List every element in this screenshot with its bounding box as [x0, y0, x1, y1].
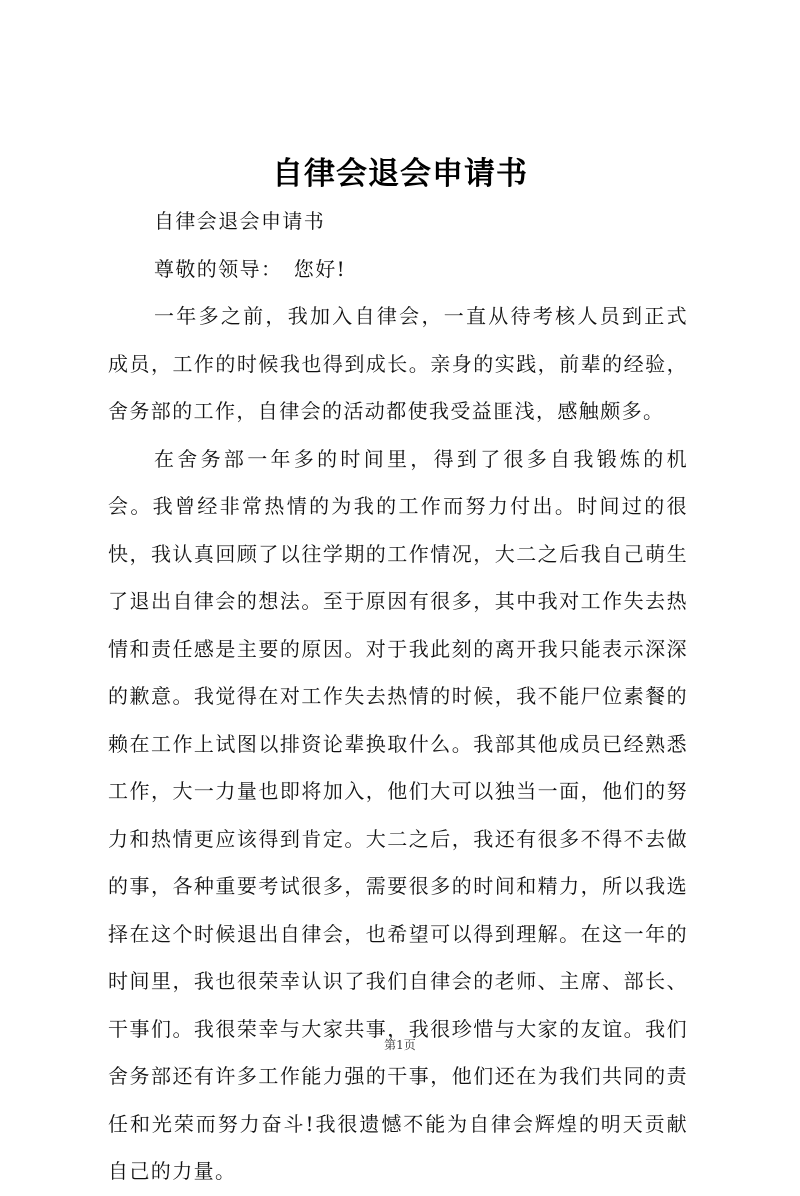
body-paragraph: 一年多之前，我加入自律会，一直从待考核人员到正式成员，工作的时候我也得到成长。亲身的实践，前辈的经验，舍务部的工作，自律会的活动都使我受益匪浅，感触颇多。 — [108, 304, 688, 423]
page-title: 自律会退会申请书 — [272, 156, 528, 192]
page-number: 第1页 — [384, 1038, 416, 1052]
body-paragraph: 在舍务部一年多的时间里，得到了很多自我锻炼的机会。我曾经非常热情的为我的工作而努力付出。时间过的很快，我认真回顾了以往学期的工作情况，大二之后我自己萌生了退出自律会的想法。至于原因有很多，其中我对工作失去热情和责任感是主要的原因。对于我此刻的离开我只能表示深深的歉意。我觉得在对工作失去热情的时候，我不能尸位素餐的赖在工作上试图以排资论辈换取什么。我部其他成员已经熟悉工作，大一力量也即将加入，他们大可以独当一面，他们的努力和热情更应该得到肯定。大二之后，我还有很多不得不去做的事，各种重要考试很多，需要很多的时间和精力，所以我选择在这个时候退出自律会，也希望可以得到理解。在这一年的时间里，我也很荣幸认识了我们自律会的老师、主席、部长、干事们。我很荣幸与大家共事，我很珍惜与大家的友谊。我们舍务部还有许多工作能力强的干事，他们还在为我们共同的责任和光荣而努力奋斗!我很遗憾不能为自律会辉煌的明天贡献自己的力量。 — [108, 446, 688, 1183]
salutation: 尊敬的领导： 您好! — [154, 256, 347, 281]
heading-line: 自律会退会申请书 — [154, 209, 326, 233]
